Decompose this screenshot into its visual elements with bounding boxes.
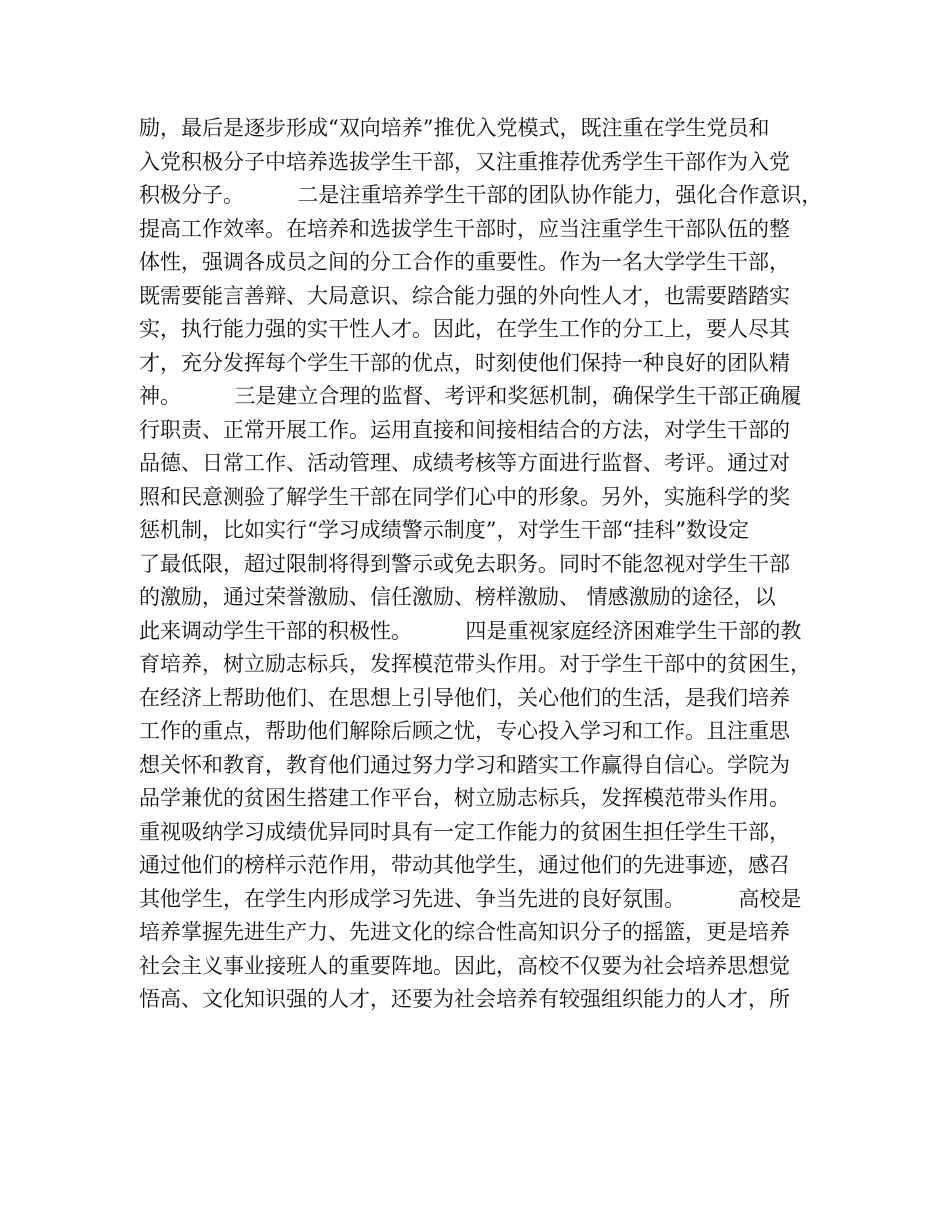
text-line: 工作的重点，帮助他们解除后顾之忧，专心投入学习和工作。且注重思 bbox=[139, 719, 790, 743]
text-line: 入党积极分子中培养选拔学生干部，又注重推荐优秀学生干部作为入党 bbox=[139, 149, 790, 174]
text-line: 了最低限，超过限制将得到警示或免去职务。同时不能忽视对学生干部 bbox=[139, 551, 790, 576]
text-line: 悟高、文化知识强的人才，还要为社会培养有较强组织能力的人才，所 bbox=[139, 987, 790, 1011]
text-line: 惩机制，比如实行“学习成绩警示制度”，对学生干部“挂科”数设定 bbox=[139, 518, 749, 542]
text-line: 重视吸纳学习成绩优异同时具有一定工作能力的贫困生担任学生干部， bbox=[139, 819, 790, 844]
text-line: 提高工作效率。在培养和选拔学生干部时，应当注重学生干部队伍的整 bbox=[139, 216, 790, 241]
text-line: 品德、日常工作、活动管理、成绩考核等方面进行监督、考评。通过对 bbox=[139, 451, 790, 475]
text-line: 照和民意测验了解学生干部在同学们心中的形象。另外，实施科学的奖 bbox=[139, 484, 790, 509]
text-line: 才，充分发挥每个学生干部的优点，时刻使他们保持一种良好的团队精 bbox=[139, 350, 790, 375]
text-line: 育培养，树立励志标兵，发挥模范带头作用。对于学生干部中的贫困生， bbox=[139, 652, 811, 676]
text-line: 神。 三是建立合理的监督、考评和奖惩机制，确保学生干部正确履 bbox=[139, 384, 802, 408]
text-line: 既需要能言善辩、大局意识、综合能力强的外向性人才，也需要踏踏实 bbox=[139, 283, 790, 308]
body-text bbox=[139, 112, 839, 1017]
text-line: 积极分子。 二是注重培养学生干部的团队协作能力，强化合作意识， bbox=[139, 183, 823, 207]
text-line: 培养掌握先进生产力、先进文化的综合性高知识分子的摇篮，更是培养 bbox=[139, 920, 790, 944]
text-line: 此来调动学生干部的积极性。 四是重视家庭经济困难学生干部的教 bbox=[139, 618, 802, 643]
text-line: 励，最后是逐步形成“双向培养”推优入党模式，既注重在学生党员和 bbox=[139, 116, 770, 140]
text-line: 品学兼优的贫困生搭建工作平台，树立励志标兵，发挥模范带头作用。 bbox=[139, 786, 790, 810]
text-line: 社会主义事业接班人的重要阵地。因此，高校不仅要为社会培养思想觉 bbox=[139, 953, 790, 978]
text-line: 实，执行能力强的实干性人才。因此，在学生工作的分工上，要人尽其 bbox=[139, 317, 790, 341]
text-line: 通过他们的榜样示范作用，带动其他学生，通过他们的先进事迹，感召 bbox=[139, 853, 790, 877]
text-line: 体性，强调各成员之间的分工合作的重要性。作为一名大学学生干部， bbox=[139, 250, 790, 274]
text-line: 在经济上帮助他们、在思想上引导他们，关心他们的生活，是我们培养 bbox=[139, 685, 790, 710]
text-line: 想关怀和教育，教育他们通过努力学习和踏实工作赢得自信心。学院为 bbox=[139, 752, 790, 777]
text-line: 其他学生，在学生内形成学习先进、争当先进的良好氛围。 高校是 bbox=[139, 886, 802, 911]
text-line: 的激励，通过荣誉激励、信任激励、榜样激励、 情感激励的途径，以 bbox=[139, 585, 776, 609]
text-line: 行职责、正常开展工作。运用直接和间接相结合的方法，对学生干部的 bbox=[139, 417, 790, 442]
